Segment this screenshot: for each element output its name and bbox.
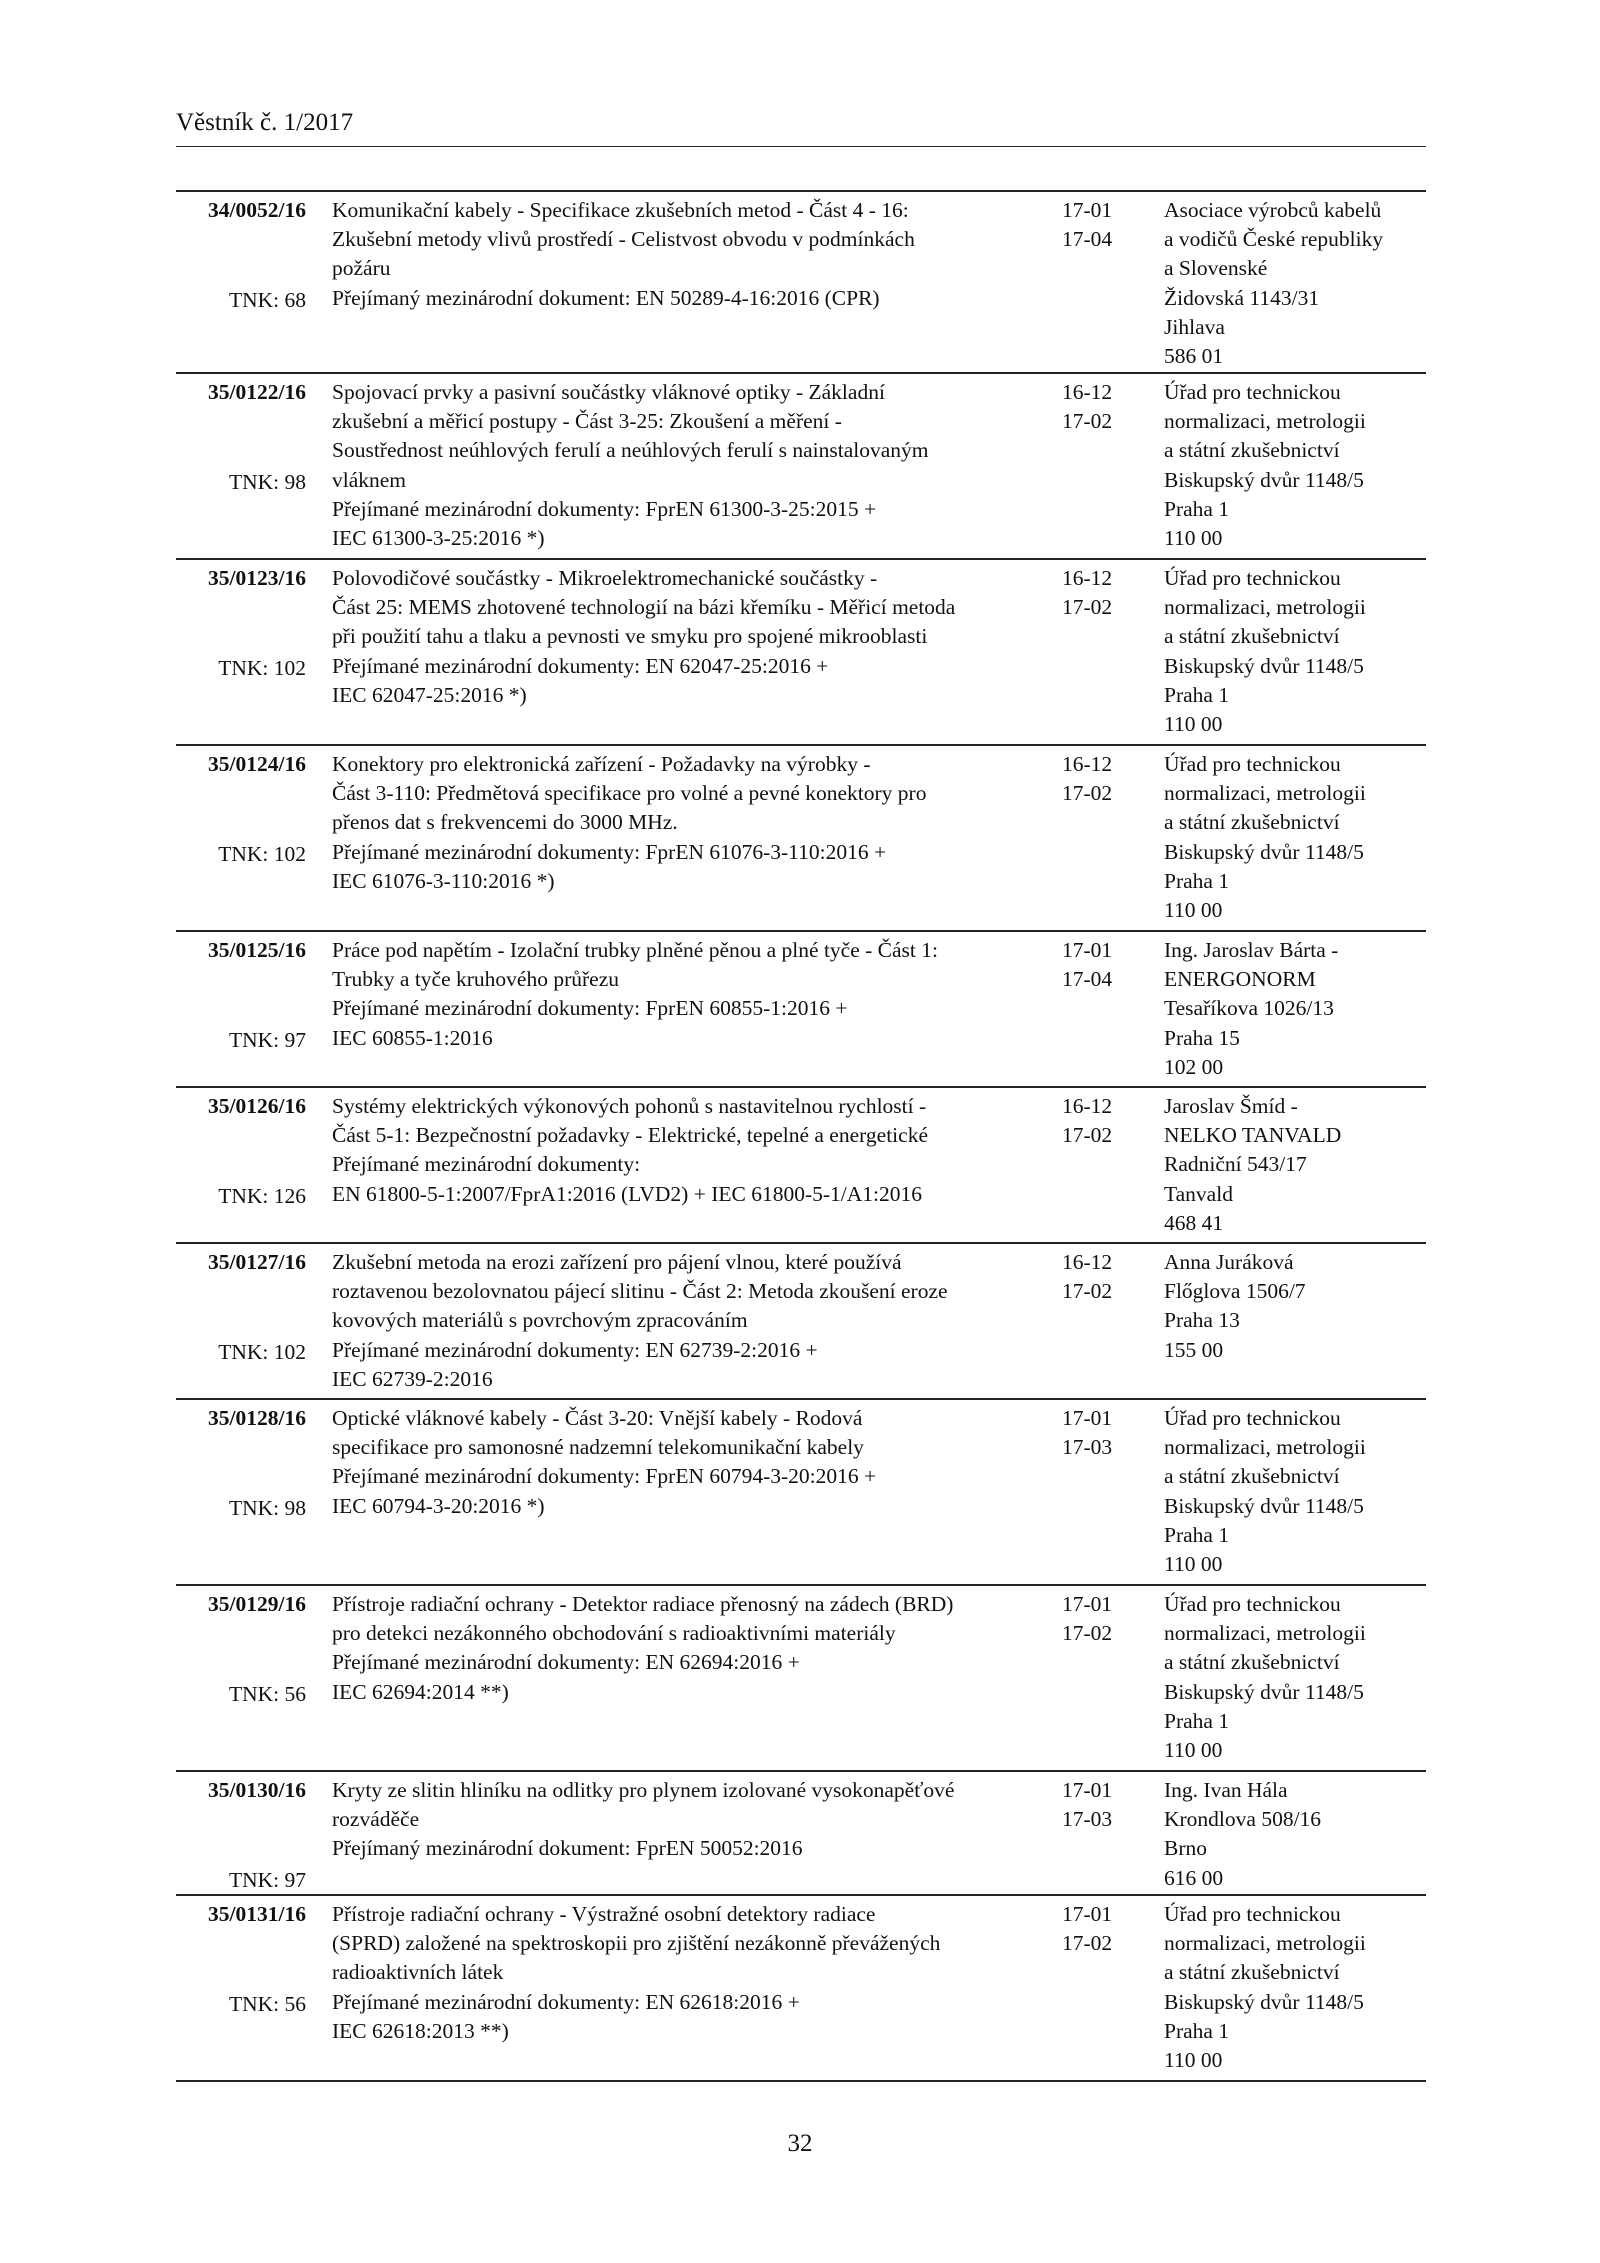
tnk-label: TNK: 98 [228,1496,306,1520]
dates [1062,1590,1152,1648]
tnk-label: TNK: 56 [228,1682,306,1706]
standard-description-line: při použití tahu a tlaku a pevnosti ve smyku pro spojené mikrooblasti [332,624,928,649]
dates [1062,1900,1152,1958]
standard-id: 35/0130/16 [208,1778,306,1802]
processor-address-line: a Slovenské [1164,256,1268,281]
standard-description-line: IEC 62694:2014 **) [332,1679,509,1704]
standard-id: 35/0131/16 [208,1902,306,1926]
table-row [176,1398,1426,1584]
processor-address [1164,196,1426,371]
header-rule [176,146,1426,147]
standard-id: 34/0052/16 [208,198,306,222]
standard-description-line: Zkušební metody vlivů prostředí - Celistvost obvodu v podmínkách [332,227,915,252]
standard-description-line: Zkušební metoda na erozi zařízení pro pájení vlnou, které používá [332,1250,902,1274]
processor-address-line: Praha 1 [1164,1522,1230,1547]
standard-description-line: radioaktivních látek [332,1960,504,1985]
standard-description-line: Kryty ze slitin hliníku na odlitky pro plynem izolované vysokonapěťové [332,1778,955,1802]
tnk-label: TNK: 97 [228,1868,306,1892]
processor-address [1164,1776,1426,1893]
dates-line: 17-02 [1062,1931,1113,1956]
standard-description-line: Přejímané mezinárodní dokumenty: EN 62694:2016 + [332,1650,800,1675]
processor-address-line: 586 01 [1164,344,1224,369]
processor-address-line: Praha 1 [1164,1708,1230,1733]
processor-address-line: Jaroslav Šmíd - [1164,1094,1298,1118]
processor-address-line: Biskupský dvůr 1148/5 [1164,1989,1364,2014]
processor-address-line: normalizaci, metrologii [1164,409,1366,434]
dates-line: 17-01 [1062,938,1113,962]
processor-address-line: Úřad pro technickou [1164,380,1341,404]
standard-description-line: přenos dat s frekvencemi do 3000 MHz. [332,810,678,835]
standard-id: 35/0124/16 [208,752,306,776]
processor-address-line: Asociace výrobců kabelů [1164,198,1382,222]
processor-address-line: 110 00 [1164,898,1223,923]
standard-id: 35/0125/16 [208,938,306,962]
standard-description-line: IEC 62618:2013 **) [332,2018,509,2043]
processor-address-line: 110 00 [1164,526,1223,551]
processor-address-line: Praha 1 [1164,868,1230,893]
tnk-label: TNK: 102 [218,1340,306,1364]
dates [1062,378,1152,436]
table-row [176,190,1426,372]
standard-description-line: Přístroje radiační ochrany - Detektor radiace přenosný na zádech (BRD) [332,1592,954,1616]
processor-address [1164,1092,1426,1238]
standard-description-line: IEC 61300-3-25:2016 *) [332,526,545,551]
standard-description-line: Část 5-1: Bezpečnostní požadavky - Elektrické, tepelné a energetické [332,1123,928,1148]
table-row [176,1242,1426,1398]
processor-address-line: Biskupský dvůr 1148/5 [1164,839,1364,864]
standard-description-line: Optické vláknové kabely - Část 3-20: Vnější kabely - Rodová [332,1406,863,1430]
standard-description-line: kovových materiálů s povrchovým zpracováním [332,1308,748,1333]
standard-description-line: IEC 60794-3-20:2016 *) [332,1493,545,1518]
page-number: 32 [787,2130,813,2157]
standard-description-line: roztavenou bezolovnatou pájecí slitinu - Část 2: Metoda zkoušení eroze [332,1279,948,1304]
table-row [176,1894,1426,2082]
standard-id: 35/0122/16 [208,380,306,404]
processor-address-line: Biskupský dvůr 1148/5 [1164,1679,1364,1704]
standard-id: 35/0128/16 [208,1406,306,1430]
standard-description-line: (SPRD) založené na spektroskopii pro zjištění nezákonně převážených [332,1931,941,1956]
processor-address-line: Biskupský dvůr 1148/5 [1164,1493,1364,1518]
processor-address-line: ENERGONORM [1164,967,1316,992]
dates-line: 17-02 [1062,1621,1113,1646]
standard-description-line: Část 3-110: Předmětová specifikace pro volné a pevné konektory pro [332,781,927,806]
processor-address-line: Tanvald [1164,1181,1233,1206]
standard-id: 35/0129/16 [208,1592,306,1616]
processor-address-line: Praha 1 [1164,682,1230,707]
standard-description-line: Práce pod napětím - Izolační trubky plněné pěnou a plné tyče - Část 1: [332,938,938,962]
page-header-title: Věstník č. 1/2017 [176,109,354,136]
standard-id: 35/0123/16 [208,566,306,590]
processor-address-line: a státní zkušebnictví [1164,1960,1340,1985]
standard-description-line: EN 61800-5-1:2007/FprA1:2016 (LVD2) + IEC 61800-5-1/A1:2016 [332,1181,923,1206]
standard-description-line: IEC 60855-1:2016 [332,1025,493,1050]
table-row [176,1584,1426,1770]
processor-address-line: 468 41 [1164,1210,1224,1235]
dates-line: 17-03 [1062,1435,1113,1460]
processor-address-line: a státní zkušebnictví [1164,438,1340,463]
standard-description-line: Systémy elektrických výkonových pohonů s nastavitelnou rychlostí - [332,1094,927,1118]
dates-line: 17-01 [1062,1778,1113,1802]
standard-description-line: Přejímaný mezinárodní dokument: FprEN 50052:2016 [332,1836,803,1861]
standard-description-line: Přejímaný mezinárodní dokument: EN 50289-4-16:2016 (CPR) [332,285,880,310]
processor-address [1164,750,1426,925]
table-row [176,558,1426,744]
processor-address-line: normalizaci, metrologii [1164,1931,1366,1956]
dates [1062,564,1152,622]
standard-description-line: specifikace pro samonosné nadzemní telekomunikační kabely [332,1435,864,1460]
table-row [176,372,1426,558]
processor-address-line: Krondlova 508/16 [1164,1807,1322,1832]
processor-address [1164,1590,1426,1765]
dates-line: 17-01 [1062,1902,1113,1926]
standard-description-line: IEC 62047-25:2016 *) [332,682,527,707]
standard-description-line: rozváděče [332,1807,420,1832]
standard-id: 35/0126/16 [208,1094,306,1118]
processor-address-line: NELKO TANVALD [1164,1123,1342,1148]
processor-address-line: 616 00 [1164,1865,1224,1890]
processor-address-line: normalizaci, metrologii [1164,1621,1366,1646]
dates-line: 17-02 [1062,595,1113,620]
processor-address-line: normalizaci, metrologii [1164,781,1366,806]
processor-address-line: Anna Juráková [1164,1250,1294,1274]
processor-address [1164,1404,1426,1579]
processor-address-line: a vodičů České republiky [1164,227,1384,252]
standard-description-line: Přejímané mezinárodní dokumenty: [332,1152,641,1177]
processor-address-line: Biskupský dvůr 1148/5 [1164,653,1364,678]
tnk-label: TNK: 56 [228,1992,306,2016]
processor-address-line: Úřad pro technickou [1164,1406,1341,1430]
processor-address [1164,1248,1426,1365]
processor-address [1164,1900,1426,2075]
tnk-label: TNK: 98 [228,470,306,494]
processor-address-line: Praha 1 [1164,496,1230,521]
standard-description-line: Část 25: MEMS zhotovené technologií na bázi křemíku - Měřicí metoda [332,595,956,620]
table-row [176,930,1426,1086]
processor-address-line: a státní zkušebnictví [1164,1464,1340,1489]
standard-description-line: Komunikační kabely - Specifikace zkušebních metod - Část 4 - 16: [332,198,909,222]
standard-description-line: Přejímané mezinárodní dokumenty: EN 62618:2016 + [332,1989,800,2014]
processor-address-line: 110 00 [1164,2048,1223,2073]
dates-line: 16-12 [1062,1250,1113,1274]
processor-address-line: 102 00 [1164,1054,1224,1079]
dates-line: 17-02 [1062,781,1113,806]
dates [1062,936,1152,994]
standard-description-line: Přejímané mezinárodní dokumenty: FprEN 61300-3-25:2015 + [332,496,877,521]
dates-line: 17-03 [1062,1807,1113,1832]
processor-address-line: Úřad pro technickou [1164,1902,1341,1926]
standard-description-line: pro detekci nezákonného obchodování s radioaktivními materiály [332,1621,896,1646]
dates-line: 17-01 [1062,1592,1113,1616]
processor-address-line: 155 00 [1164,1337,1224,1362]
tnk-label: TNK: 102 [218,656,306,680]
processor-address-line: Tesaříkova 1026/13 [1164,996,1334,1021]
processor-address-line: Úřad pro technickou [1164,566,1341,590]
processor-address-line: a státní zkušebnictví [1164,624,1340,649]
processor-address-line: Praha 13 [1164,1308,1240,1333]
dates-line: 17-02 [1062,409,1113,434]
dates-line: 16-12 [1062,1094,1113,1118]
processor-address-line: Biskupský dvůr 1148/5 [1164,467,1364,492]
processor-address-line: Ing. Ivan Hála [1164,1778,1288,1802]
standard-description-line: Trubky a tyče kruhového průřezu [332,967,619,992]
processor-address-line: Úřad pro technickou [1164,1592,1341,1616]
processor-address-line: Praha 15 [1164,1025,1240,1050]
dates [1062,1404,1152,1462]
standard-description-line: Konektory pro elektronická zařízení - Požadavky na výrobky - [332,752,871,776]
dates-line: 16-12 [1062,566,1113,590]
processor-address-line: Ing. Jaroslav Bárta - [1164,938,1339,962]
tnk-label: TNK: 126 [218,1184,306,1208]
processor-address [1164,564,1426,739]
dates [1062,750,1152,808]
table-row [176,744,1426,930]
dates-line: 17-02 [1062,1123,1113,1148]
table-row [176,1770,1426,1894]
processor-address-line: 110 00 [1164,712,1223,737]
processor-address-line: a státní zkušebnictví [1164,1650,1340,1675]
processor-address-line: Jihlava [1164,314,1225,339]
processor-address-line: normalizaci, metrologii [1164,1435,1366,1460]
standard-description-line: IEC 61076-3-110:2016 *) [332,868,555,893]
dates [1062,196,1152,254]
processor-address-line: 110 00 [1164,1552,1223,1577]
tnk-label: TNK: 97 [228,1028,306,1052]
standard-description-line: Soustřednost neúhlových ferulí a neúhlových ferulí s nainstalovaným [332,438,929,463]
standard-description-line: Přejímané mezinárodní dokumenty: FprEN 61076-3-110:2016 + [332,839,887,864]
processor-address-line: Praha 1 [1164,2018,1230,2043]
tnk-label: TNK: 102 [218,842,306,866]
standard-description-line: zkušební a měřicí postupy - Část 3-25: Zkoušení a měření - [332,409,842,434]
standard-id: 35/0127/16 [208,1250,306,1274]
processor-address-line: Brno [1164,1836,1207,1861]
dates-line: 17-04 [1062,967,1113,992]
standard-description-line: Spojovací prvky a pasivní součástky vláknové optiky - Základní [332,380,885,404]
processor-address-line: Židovská 1143/31 [1164,285,1320,310]
processor-address-line: Flőglova 1506/7 [1164,1279,1306,1304]
processor-address-line: a státní zkušebnictví [1164,810,1340,835]
processor-address-line: Radniční 543/17 [1164,1152,1307,1177]
processor-address [1164,378,1426,553]
dates [1062,1092,1152,1150]
dates-line: 16-12 [1062,752,1113,776]
standard-description-line: Přejímané mezinárodní dokumenty: EN 62739-2:2016 + [332,1337,818,1362]
standards-table [176,190,1426,2082]
standard-description-line: vláknem [332,467,407,492]
dates-line: 17-01 [1062,198,1113,222]
standard-description-line: Přejímané mezinárodní dokumenty: FprEN 60855-1:2016 + [332,996,848,1021]
processor-address-line: 110 00 [1164,1738,1223,1763]
processor-address-line: Úřad pro technickou [1164,752,1341,776]
standard-description-line: IEC 62739-2:2016 [332,1366,493,1391]
dates [1062,1776,1152,1834]
dates [1062,1248,1152,1306]
standard-description-line: Přejímané mezinárodní dokumenty: FprEN 60794-3-20:2016 + [332,1464,877,1489]
dates-line: 16-12 [1062,380,1113,404]
tnk-label: TNK: 68 [228,288,306,312]
processor-address-line: normalizaci, metrologii [1164,595,1366,620]
processor-address [1164,936,1426,1082]
standard-description-line: Polovodičové součástky - Mikroelektromechanické součástky - [332,566,878,590]
standard-description-line: požáru [332,256,391,281]
standard-description-line: Přejímané mezinárodní dokumenty: EN 62047-25:2016 + [332,653,829,678]
table-row [176,1086,1426,1242]
dates-line: 17-02 [1062,1279,1113,1304]
standard-description-line: Přístroje radiační ochrany - Výstražné osobní detektory radiace [332,1902,876,1926]
dates-line: 17-01 [1062,1406,1113,1430]
dates-line: 17-04 [1062,227,1113,252]
